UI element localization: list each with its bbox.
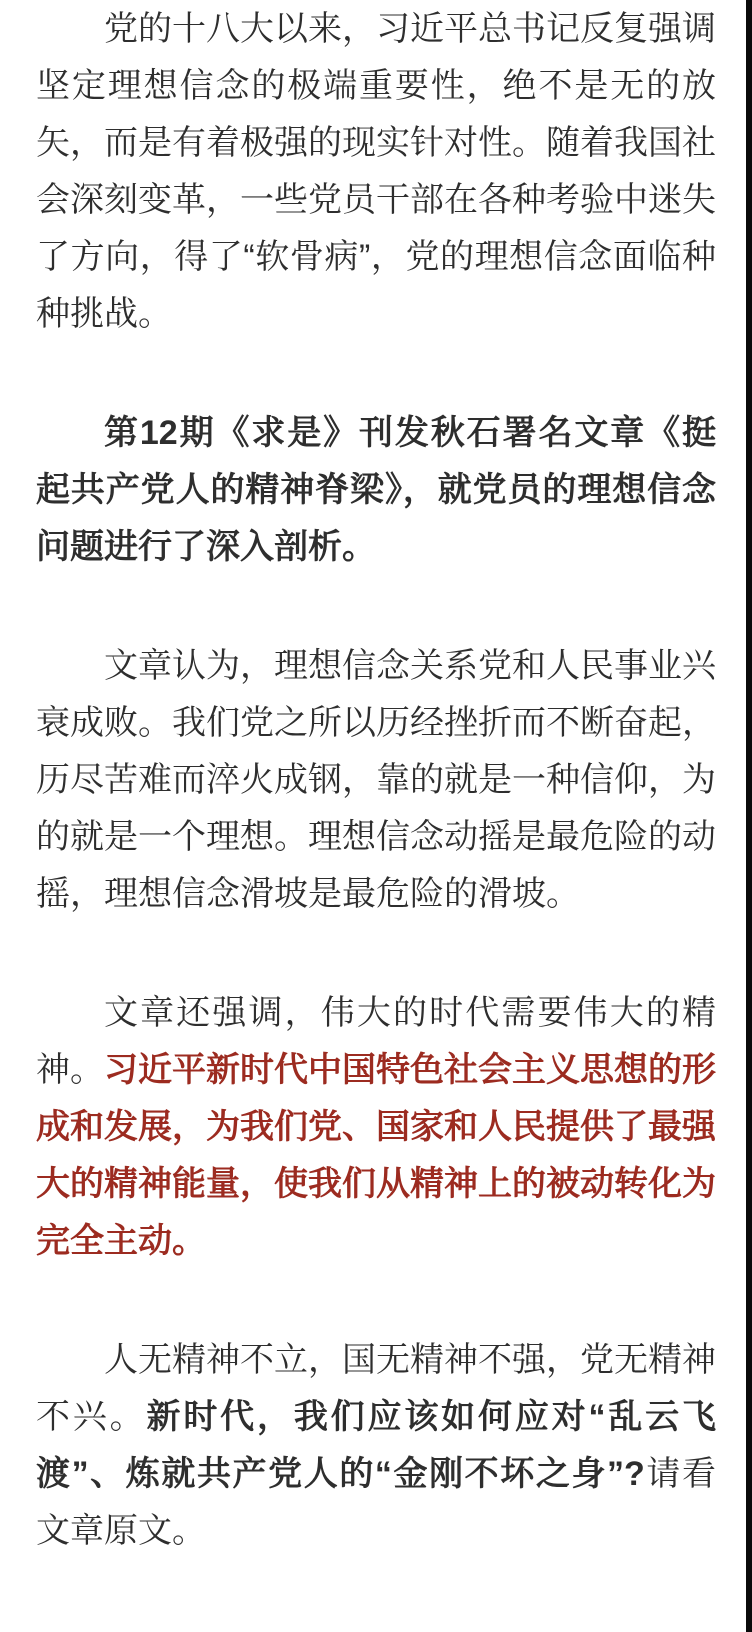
paragraph-qiushi-article [36, 405, 716, 576]
paragraph-text: 文章认为，理想信念关系党和人民事业兴衰成败。我们党之所以历经挫折而不断奋起，历尽苦难而淬火成钢，靠的就是一种信仰，为的就是一个理想。理想信念动摇是最危险的动摇，理想信念滑坡是最危险的滑坡。 [36, 647, 716, 913]
closing-tail-text: 请看文章原文。 [36, 1455, 716, 1550]
paragraph-closing [36, 1332, 716, 1560]
paragraph-emphasis [36, 985, 716, 1270]
paragraph-lead-text: 文章还强调，伟大的时代需要伟大的精神。 [36, 994, 716, 1089]
closing-lead-text: 人无精神不立，国无精神不强，党无精神不兴。 [36, 1341, 716, 1436]
highlighted-red-text: 习近平新时代中国特色社会主义思想的形成和发展，为我们党、国家和人民提供了最强大的精神能量，使我们从精神上的被动转化为完全主动。 [36, 1051, 716, 1260]
closing-bold-text: 新时代，我们应该如何应对“乱云飞渡”、炼就共产党人的“金刚不坏之身”? [36, 1398, 716, 1493]
paragraph-intro [36, 1, 716, 343]
paragraph-article-view [36, 638, 716, 923]
paragraph-text: 党的十八大以来，习近平总书记反复强调坚定理想信念的极端重要性，绝不是无的放矢，而是有着极强的现实针对性。随着我国社会深刻变革，一些党员干部在各种考验中迷失了方向，得了“软骨病”，党的理想信念面临种种挑战。 [36, 10, 716, 333]
right-edge-bar [746, 0, 752, 1632]
paragraph-text-bold: 第12期《求是》刊发秋石署名文章《挺起共产党人的精神脊梁》，就党员的理想信念问题进行了深入剖析。 [36, 414, 716, 566]
